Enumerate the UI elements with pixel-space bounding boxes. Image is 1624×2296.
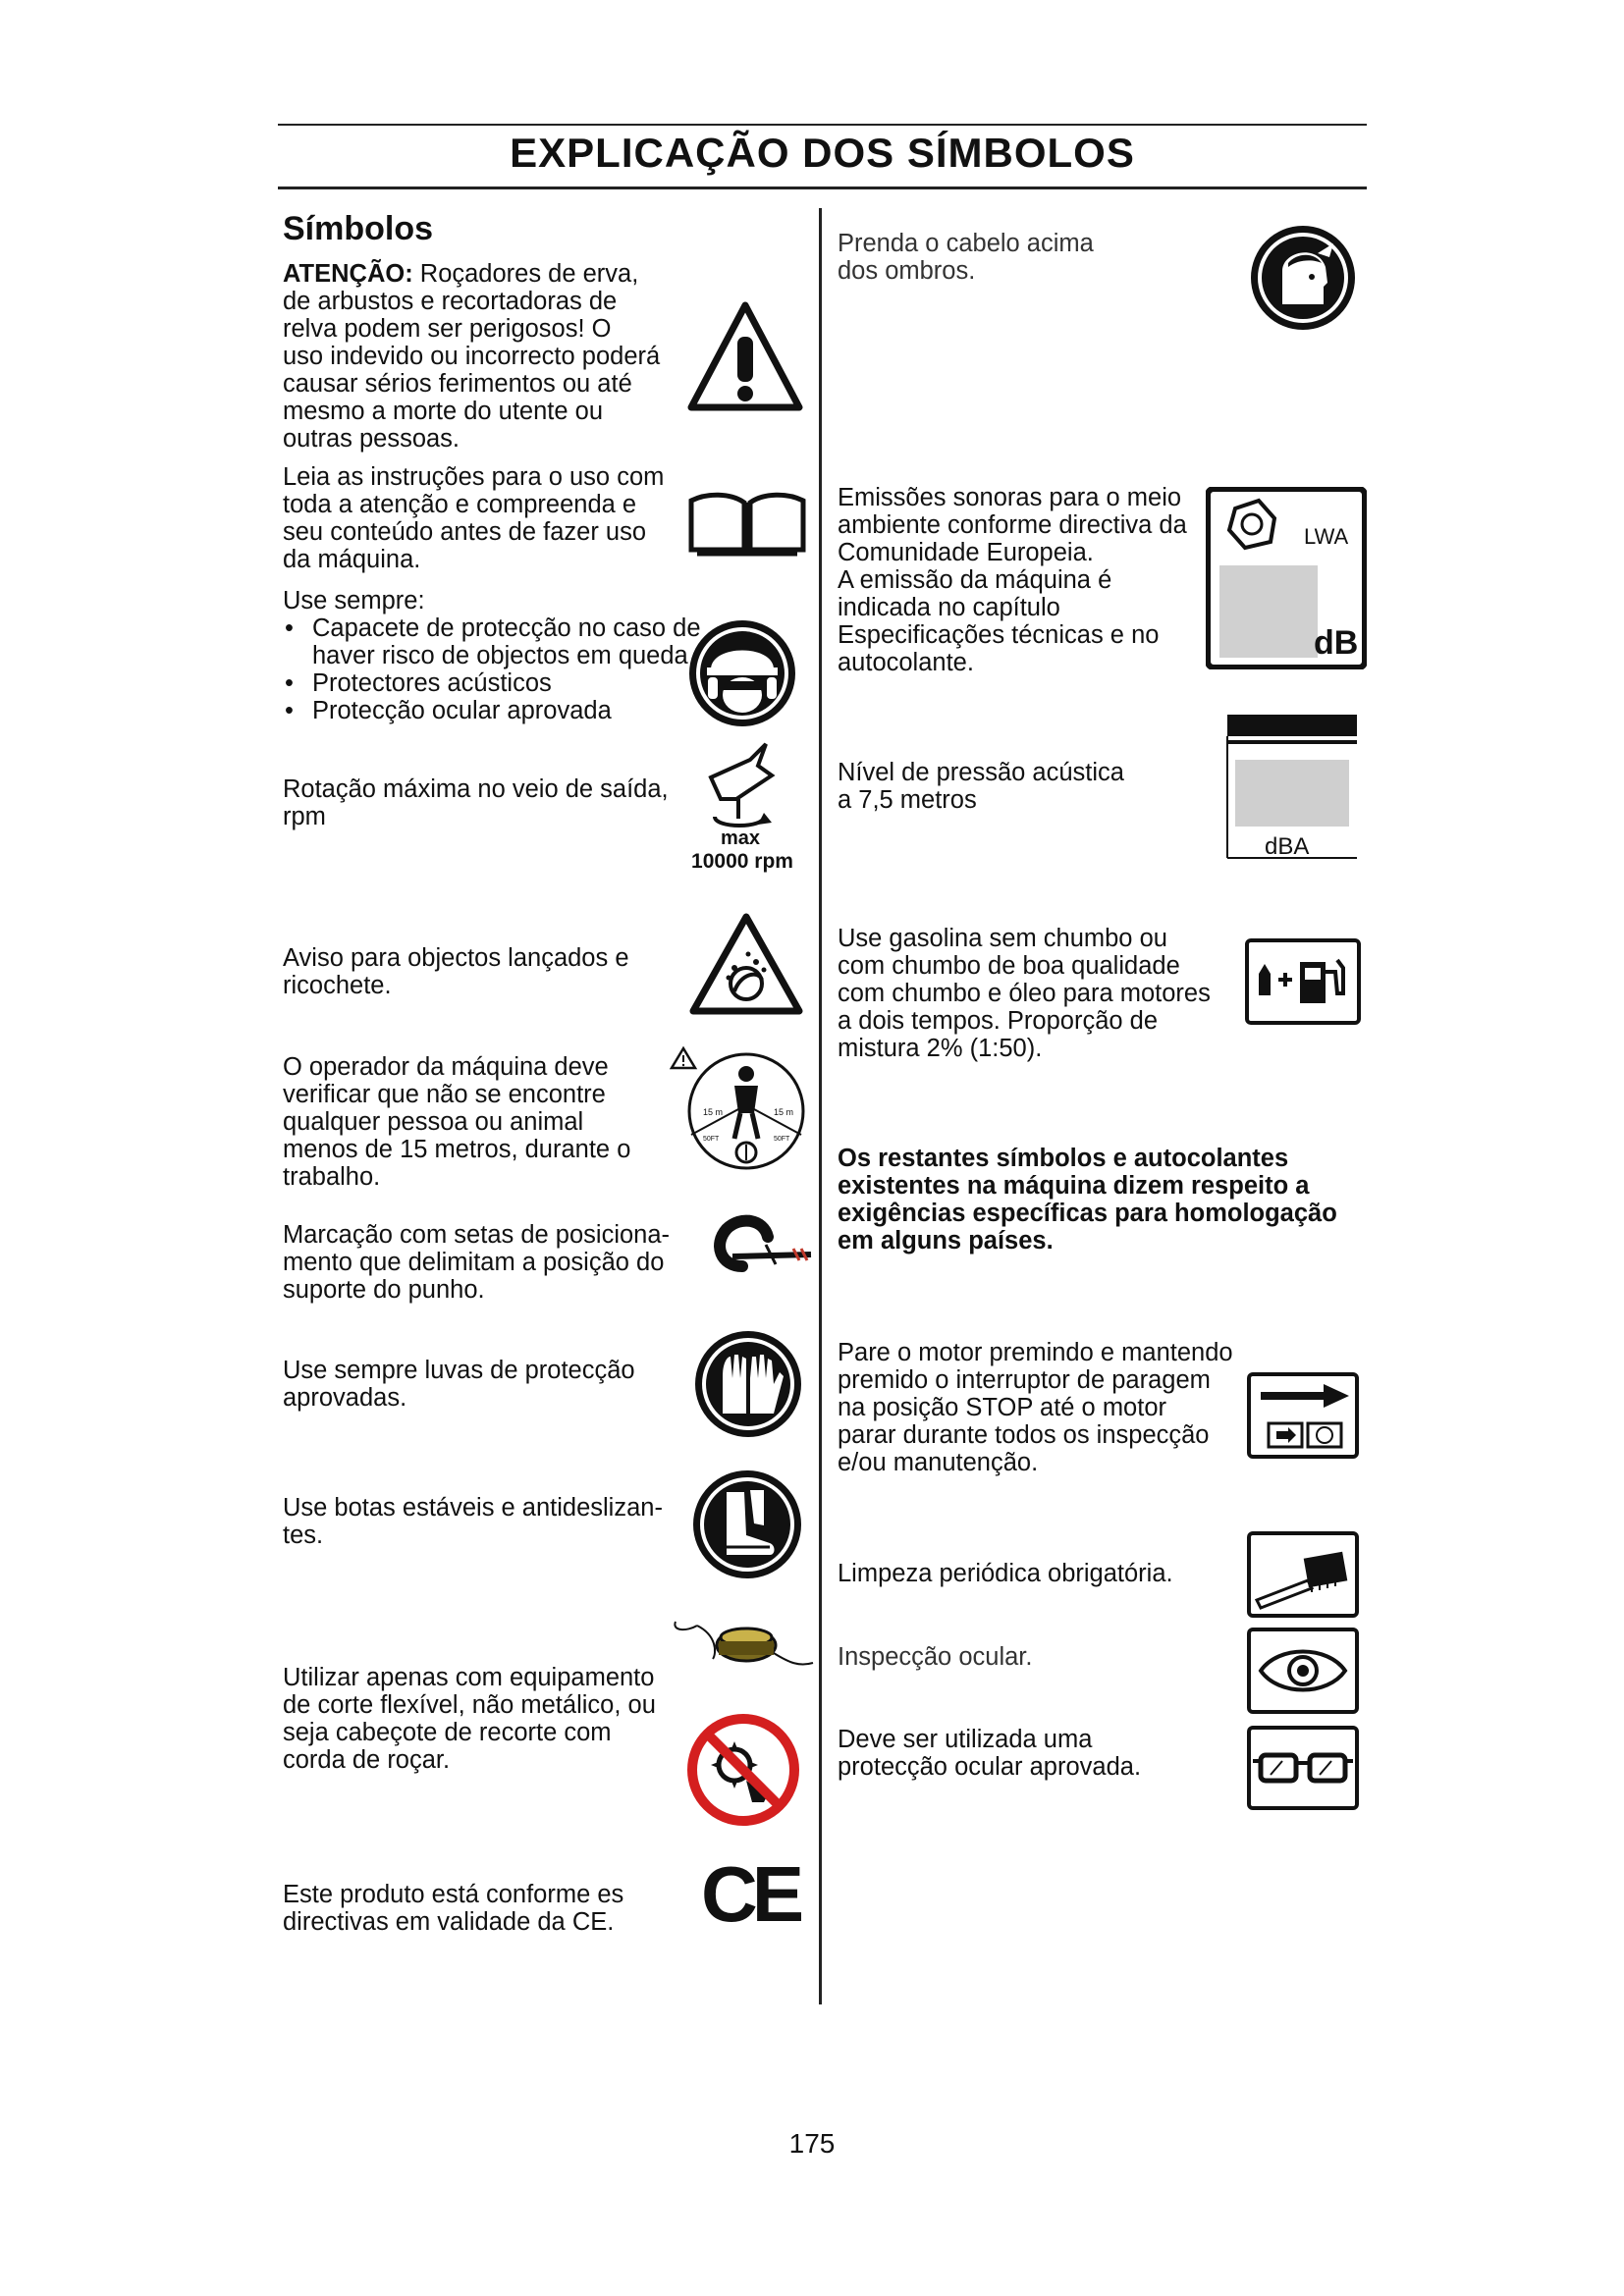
flexible-cutting-block	[283, 1664, 734, 1774]
ppe-list	[283, 614, 750, 724]
operator-distance-block	[283, 1053, 695, 1191]
text-line: mesmo a morte do utente ou	[283, 398, 604, 425]
list-item: • Protecção ocular aprovada	[283, 697, 750, 724]
text-line: com chumbo de boa qualidade	[838, 952, 1180, 980]
text-line: de corte flexível, não metálico, ou	[283, 1691, 656, 1719]
inspection-text: Inspecção ocular.	[838, 1643, 1033, 1671]
text-line: Este produto está conforme es	[283, 1881, 624, 1908]
gloves-block	[283, 1357, 635, 1412]
lwa-label: LWA	[1304, 524, 1349, 549]
text-line: aprovadas.	[283, 1384, 407, 1412]
cleaning-text: Limpeza periódica obrigatória.	[838, 1560, 1173, 1587]
cleaning-brush-icon	[1247, 1531, 1359, 1618]
fuel-oil-mix-icon	[1245, 938, 1361, 1025]
text-line: parar durante todos os inspecção	[838, 1421, 1210, 1449]
sound-pressure-label-icon	[1223, 713, 1361, 860]
distance-label: 15 m	[703, 1107, 724, 1117]
text-line: ricochete.	[283, 972, 392, 999]
list-item: • Protectores acústicos	[283, 669, 750, 697]
text-line: A emissão da máquina é	[838, 566, 1112, 594]
text-line: de arbustos e recortadoras de	[283, 288, 618, 315]
text-line: corda de roçar.	[283, 1746, 451, 1774]
text-line: toda a atenção e compreenda e	[283, 491, 637, 518]
text-line: mistura 2% (1:50).	[838, 1035, 1043, 1062]
text-line: trabalho.	[283, 1163, 381, 1191]
text-line: Comunidade Europeia.	[838, 539, 1094, 566]
remaining-symbols-note	[838, 1145, 1387, 1255]
db-label: dB	[1314, 624, 1359, 662]
text-line: da máquina.	[283, 546, 421, 573]
text-line: suporte do punho.	[283, 1276, 485, 1304]
helmet-ear-eye-protection-icon	[687, 618, 797, 728]
fuel-block	[838, 925, 1270, 1062]
trimmer-head-icon	[668, 1614, 815, 1677]
text-line: a 7,5 metros	[838, 786, 977, 814]
text-line: Especificações técnicas e no	[838, 621, 1160, 649]
text-line: directivas em validade da CE.	[283, 1908, 615, 1936]
text-line: Marcação com setas de posiciona-	[283, 1221, 671, 1249]
text-line: tes.	[283, 1522, 324, 1549]
text-line: Prenda o cabelo acima	[838, 230, 1094, 257]
text-line: relva podem ser perigosos! O	[283, 315, 612, 343]
safety-boots-icon	[691, 1468, 803, 1580]
text-line: Aviso para objectos lançados e	[283, 944, 629, 972]
text-line: Utilizar apenas com equipamento	[283, 1664, 655, 1691]
text-line: na posição STOP até o motor	[838, 1394, 1166, 1421]
text-line: e/ou manutenção.	[838, 1449, 1039, 1476]
max-label: max	[720, 828, 761, 849]
text-line: a dois tempos. Proporção de	[838, 1007, 1159, 1035]
read-manual-block	[283, 463, 715, 573]
rpm-value-label: 10000 rpm	[691, 850, 793, 873]
boots-block	[283, 1494, 715, 1549]
text-line: Rotação máxima no veio de saída,	[283, 775, 669, 803]
text-line: rpm	[283, 803, 326, 830]
sound-pressure-block	[838, 759, 1201, 814]
handle-marking-block	[283, 1221, 734, 1304]
sound-power-label-icon	[1206, 487, 1367, 669]
text-line: em alguns países.	[838, 1227, 1054, 1255]
eye-inspection-icon	[1247, 1628, 1359, 1714]
distance-label: 50FT	[703, 1136, 720, 1143]
text-line-content: Nível de pressão acústica	[838, 759, 1124, 786]
gloves-icon	[693, 1329, 803, 1439]
page-number: 175	[788, 2128, 836, 2159]
text-line: ambiente conforme directiva da	[838, 511, 1187, 539]
text-line: com chumbo e óleo para motores	[838, 980, 1211, 1007]
operator-distance-icon	[664, 1044, 807, 1182]
text-line: Emissões sonoras para o meio	[838, 484, 1182, 511]
handle-position-marking-icon	[703, 1205, 821, 1284]
text-line: uso indevido ou incorrecto poderá	[283, 343, 661, 370]
max-rpm-icon	[681, 738, 803, 876]
text-line: autocolante.	[838, 649, 974, 676]
noise-emission-block	[838, 484, 1260, 676]
column-divider	[819, 208, 822, 2004]
title-underline	[278, 187, 1367, 189]
text-line: Use gasolina sem chumbo ou	[838, 925, 1167, 952]
safety-glasses-icon	[1247, 1726, 1359, 1810]
page-title: EXPLICAÇÃO DOS SÍMBOLOS	[510, 130, 1135, 176]
text-line	[838, 759, 1201, 786]
text-line: O operador da máquina deve	[283, 1053, 609, 1081]
text-line: outras pessoas.	[283, 425, 460, 453]
text-line: exigências específicas para homologação	[838, 1200, 1337, 1227]
text-line: verificar que não se encontre	[283, 1081, 606, 1108]
text-line: Os restantes símbolos e autocolantes	[838, 1145, 1289, 1172]
text-line: menos de 15 metros, durante o	[283, 1136, 631, 1163]
text-line: qualquer pessoa ou animal	[283, 1108, 584, 1136]
text-line: existentes na máquina dizem respeito a	[838, 1172, 1310, 1200]
thrown-objects-warning-icon	[689, 911, 803, 1017]
distance-label: 50FT	[774, 1136, 790, 1143]
top-rule	[278, 124, 1367, 126]
text-line: Use sempre luvas de protecção	[283, 1357, 635, 1384]
text-line: seu conteúdo antes de fazer uso	[283, 518, 647, 546]
ce-block	[283, 1881, 623, 1936]
text-line: Deve ser utilizada uma	[838, 1726, 1093, 1753]
distance-label: 15 m	[774, 1107, 794, 1117]
text-line: seja cabeçote de recorte com	[283, 1719, 612, 1746]
text-line: Use botas estáveis e antideslizan-	[283, 1494, 663, 1522]
hair-block	[838, 230, 1094, 285]
use-always-label: Use sempre:	[283, 587, 425, 614]
ce-mark-icon: CE	[701, 1850, 799, 1938]
text-line: Pare o motor premindo e mantendo	[838, 1339, 1233, 1366]
text-line: protecção ocular aprovada.	[838, 1753, 1142, 1781]
dba-label: dBA	[1265, 833, 1310, 860]
rpm-block	[283, 775, 669, 830]
list-item: • Capacete de protecção no caso de haver risco de objectos em queda	[283, 614, 750, 669]
text-line: dos ombros.	[838, 257, 976, 285]
text-line: premido o interruptor de paragem	[838, 1366, 1211, 1394]
stop-switch-icon	[1247, 1372, 1359, 1459]
text-line: mento que delimitam a posição do	[283, 1249, 665, 1276]
tie-hair-icon	[1249, 224, 1357, 332]
thrown-objects-block	[283, 944, 629, 999]
warning-block	[283, 260, 695, 453]
text-line: causar sérios ferimentos ou até	[283, 370, 632, 398]
warning-label: ATENÇÃO:	[283, 260, 413, 288]
no-metal-blade-icon	[685, 1712, 801, 1828]
warning-text-first: Roçadores de erva,	[412, 260, 639, 288]
section-title: Símbolos	[283, 210, 434, 247]
eye-protection-block	[838, 1726, 1141, 1781]
text-line: indicada no capítulo	[838, 594, 1060, 621]
text-line: Leia as instruções para o uso com	[283, 463, 665, 491]
stop-engine-block	[838, 1339, 1309, 1476]
open-book-icon	[687, 489, 807, 558]
warning-triangle-icon	[687, 299, 803, 413]
